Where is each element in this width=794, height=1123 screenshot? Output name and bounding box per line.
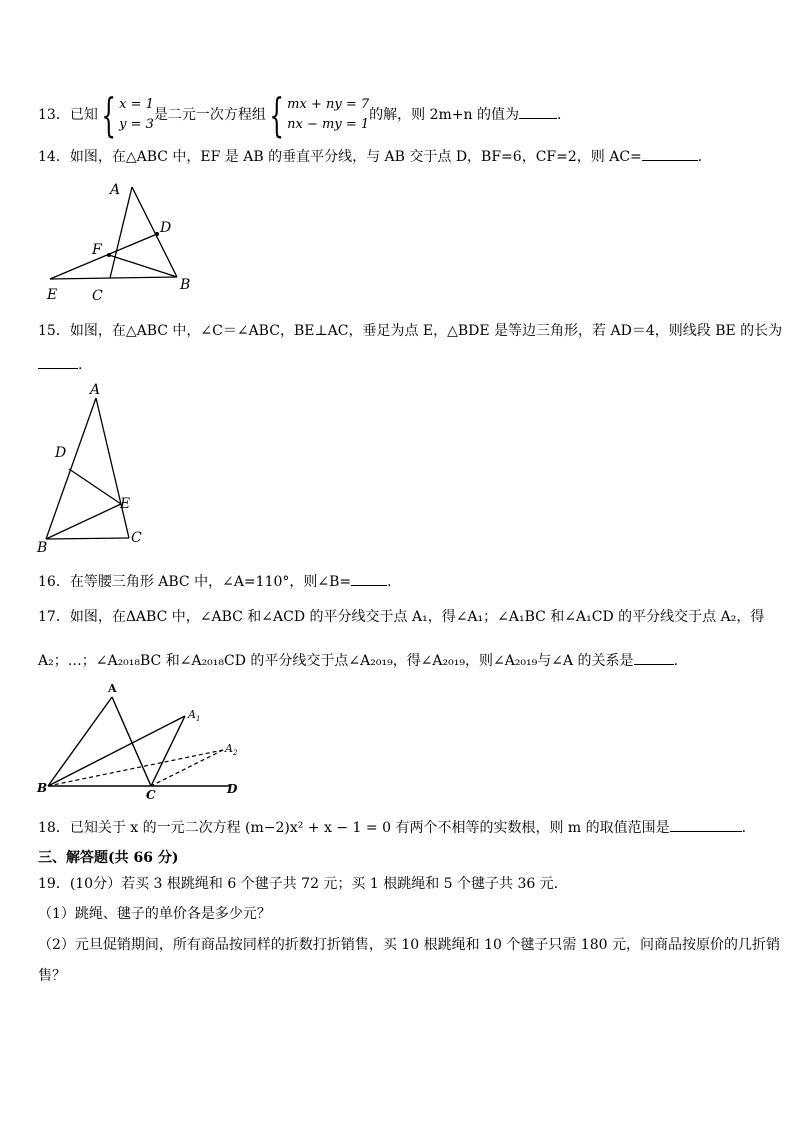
figure-17-svg xyxy=(34,680,254,804)
q16-text: 16．在等腰三角形 ABC 中，∠A=110°，则∠B= xyxy=(38,574,352,590)
label-C: C xyxy=(146,788,156,802)
question-15 xyxy=(38,322,783,340)
label-B: B xyxy=(37,781,48,795)
q15-end: . xyxy=(78,357,83,373)
answer-blank[interactable] xyxy=(670,817,742,832)
q17-end: . xyxy=(673,653,679,669)
question-14 xyxy=(38,146,764,166)
brace-left-2: { xyxy=(269,88,284,142)
label-E: E xyxy=(47,287,58,303)
question-17-line2 xyxy=(38,650,764,670)
figure-15 xyxy=(36,380,146,562)
answer-blank[interactable] xyxy=(38,354,78,369)
label-B: B xyxy=(37,540,48,556)
question-19-part1: （1）跳绳、毽子的单价各是多少元？ xyxy=(38,906,271,922)
label-B: B xyxy=(180,277,191,293)
question-15-line2 xyxy=(38,354,764,374)
figure-15-svg xyxy=(36,380,146,558)
answer-blank[interactable] xyxy=(642,146,698,161)
q13-system xyxy=(287,95,369,135)
label-D: D xyxy=(227,782,238,796)
q13-end: . xyxy=(556,107,562,123)
q13-tail: 的解，则 2m+n 的值为 xyxy=(369,107,519,123)
figure-17 xyxy=(34,680,254,808)
question-19-part2: （2）元旦促销期间，所有商品按同样的折数打折销售，买 10 根跳绳和 10 个毽子只需 180 元，问商品按原价的几折销 xyxy=(38,937,780,953)
brace-left: { xyxy=(101,88,116,142)
label-C: C xyxy=(92,288,103,304)
answer-blank[interactable] xyxy=(634,650,674,665)
q17-line2: A₂；…；∠A₂₀₁₈BC 和∠A₂₀₁₈CD 的平分线交于点∠A₂₀₁₉，得∠A₂₀₁₉，则∠A₂₀₁₉与∠A 的关系是 xyxy=(38,653,634,669)
label-A: A xyxy=(90,382,101,398)
label-D: D xyxy=(160,220,172,236)
q13-sys2a: mx + ny = 7 xyxy=(287,97,370,112)
q13-solution xyxy=(119,95,154,135)
label-A: A xyxy=(110,182,121,198)
label-A2: A xyxy=(225,742,233,755)
figure-14-svg xyxy=(40,178,210,308)
q18-end: . xyxy=(741,820,747,836)
label-C: C xyxy=(131,530,142,546)
q15-text: 15．如图，在△ABC 中，∠C＝∠ABC，BE⊥AC，垂足为点 E，△BDE 是等边三角形，若 AD＝4，则线段 BE 的长为 xyxy=(38,323,783,339)
label-F: F xyxy=(92,242,102,258)
label-A1: A xyxy=(188,708,196,721)
question-16 xyxy=(38,571,764,591)
q18-text: 18．已知关于 x 的一元二次方程 (m−2)x² + x − 1 = 0 有两个不相等的实数根，则 m 的取值范围是 xyxy=(38,820,670,836)
question-13 xyxy=(38,88,764,142)
figure-14 xyxy=(40,178,210,312)
q14-end: ． xyxy=(697,149,712,165)
q13-mid: 是二元一次方程组 xyxy=(153,107,266,123)
q13-num: 13．已知 xyxy=(38,107,98,123)
label-A1-sub: 1 xyxy=(196,715,201,723)
label-A2-sub: 2 xyxy=(233,749,238,757)
question-19: 19．(10分）若买 3 根跳绳和 6 个毽子共 72 元；买 1 根跳绳和 5 个毽子共 36 元． xyxy=(38,876,568,892)
section-heading: 三、解答题(共 66 分) xyxy=(38,850,179,866)
question-19-part2-cont: 售？ xyxy=(38,968,66,984)
label-A: A xyxy=(108,682,117,695)
label-D: D xyxy=(55,445,67,461)
q13-sys1a: x = 1 xyxy=(119,97,154,112)
q16-end: . xyxy=(387,574,392,590)
answer-blank[interactable] xyxy=(519,104,557,119)
answer-blank[interactable] xyxy=(351,571,387,586)
question-18 xyxy=(38,817,764,837)
question-17 xyxy=(38,608,764,626)
q13-sys2b: nx − my = 1 xyxy=(287,117,370,132)
label-E: E xyxy=(120,496,131,512)
q17-line1: 17．如图，在ΔABC 中，∠ABC 和∠ACD 的平分线交于点 A₁，得∠A₁；∠A₁BC 和∠A₁CD 的平分线交于点 A₂，得 xyxy=(38,609,765,625)
q14-text: 14．如图，在△ABC 中，EF 是 AB 的垂直平分线，与 AB 交于点 D，BF=6，CF=2，则 AC= xyxy=(38,149,642,165)
q13-sys1b: y = 3 xyxy=(119,117,154,132)
